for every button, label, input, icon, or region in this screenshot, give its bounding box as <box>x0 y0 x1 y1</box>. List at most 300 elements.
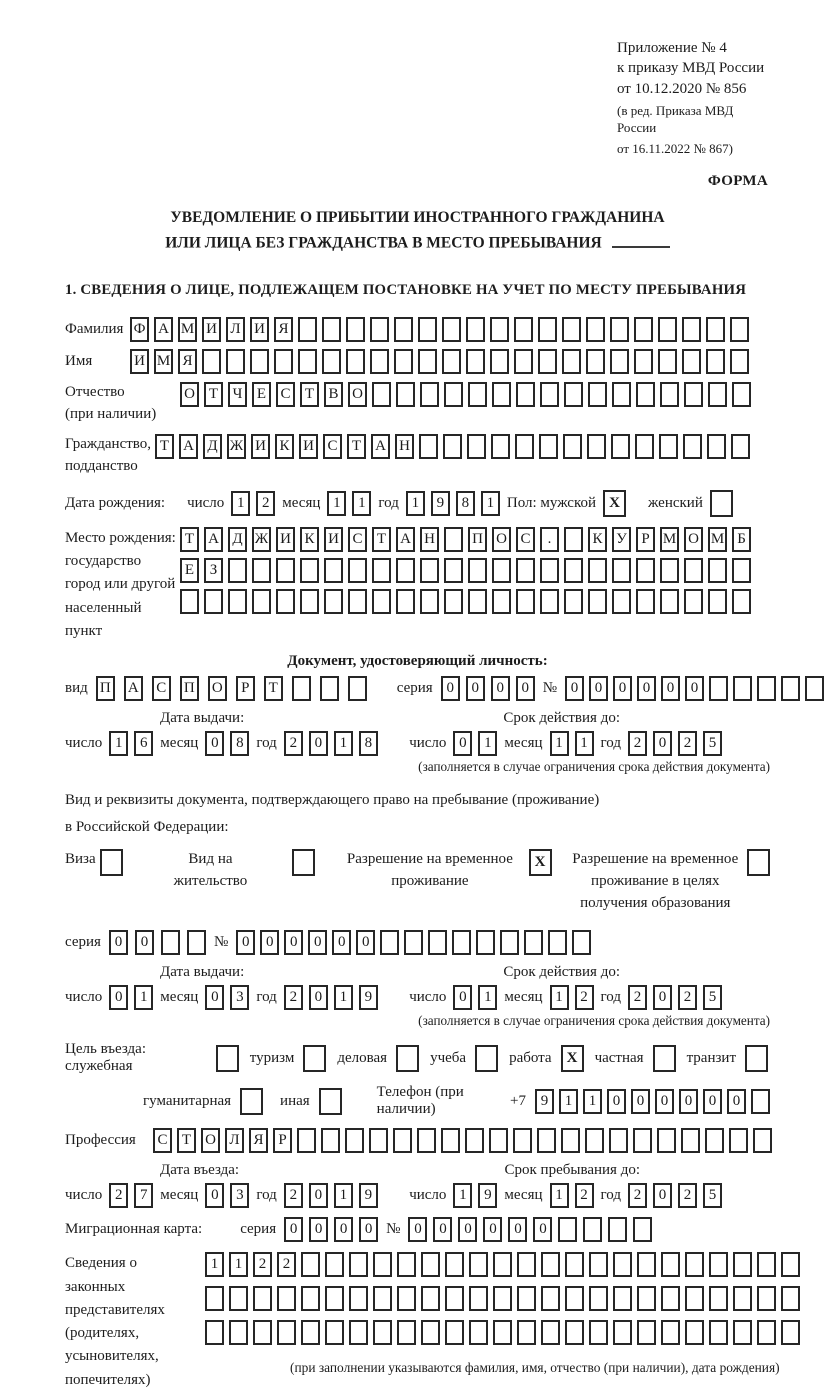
char-cell[interactable] <box>301 1286 320 1311</box>
char-cell[interactable] <box>492 589 511 614</box>
char-cell[interactable]: У <box>612 527 631 552</box>
char-cell[interactable]: 9 <box>359 1183 378 1208</box>
char-cell[interactable]: 3 <box>230 1183 249 1208</box>
char-cell[interactable]: Т <box>180 527 199 552</box>
char-cell[interactable]: 0 <box>408 1217 427 1242</box>
char-cell[interactable] <box>370 317 389 342</box>
char-cell[interactable] <box>635 434 654 459</box>
char-cell[interactable] <box>661 1320 680 1345</box>
char-cell[interactable]: 0 <box>308 930 327 955</box>
char-cell[interactable] <box>589 1286 608 1311</box>
char-cell[interactable] <box>442 317 461 342</box>
char-cell[interactable] <box>609 1128 628 1153</box>
char-cell[interactable] <box>445 1320 464 1345</box>
char-cell[interactable]: 1 <box>334 985 353 1010</box>
char-cell[interactable] <box>565 1286 584 1311</box>
char-cell[interactable] <box>612 382 631 407</box>
char-cell[interactable]: И <box>324 527 343 552</box>
gender-male-checkbox[interactable]: X <box>603 490 626 517</box>
char-cell[interactable]: 1 <box>559 1089 578 1114</box>
char-cell[interactable]: О <box>492 527 511 552</box>
char-cell[interactable] <box>276 558 295 583</box>
char-cell[interactable] <box>345 1128 364 1153</box>
char-cell[interactable]: 2 <box>256 491 275 516</box>
char-cell[interactable] <box>396 382 415 407</box>
purpose-inaya-checkbox[interactable] <box>319 1088 342 1115</box>
char-cell[interactable]: Е <box>180 558 199 583</box>
char-cell[interactable] <box>322 349 341 374</box>
char-cell[interactable] <box>492 382 511 407</box>
char-cell[interactable] <box>320 676 339 701</box>
char-cell[interactable] <box>613 1252 632 1277</box>
char-cell[interactable] <box>524 930 543 955</box>
char-cell[interactable] <box>373 1252 392 1277</box>
char-cell[interactable] <box>418 349 437 374</box>
char-cell[interactable] <box>637 1252 656 1277</box>
char-cell[interactable] <box>537 1128 556 1153</box>
char-cell[interactable]: 3 <box>230 985 249 1010</box>
char-cell[interactable]: 2 <box>284 1183 303 1208</box>
purpose-ucheba-checkbox[interactable] <box>475 1045 498 1072</box>
char-cell[interactable]: 0 <box>260 930 279 955</box>
char-cell[interactable]: И <box>276 527 295 552</box>
char-cell[interactable] <box>493 1252 512 1277</box>
char-cell[interactable] <box>751 1089 770 1114</box>
char-cell[interactable] <box>709 1286 728 1311</box>
char-cell[interactable]: 2 <box>284 731 303 756</box>
char-cell[interactable]: С <box>348 527 367 552</box>
char-cell[interactable]: 7 <box>134 1183 153 1208</box>
char-cell[interactable]: 0 <box>453 731 472 756</box>
char-cell[interactable] <box>513 1128 532 1153</box>
char-cell[interactable]: Т <box>204 382 223 407</box>
char-cell[interactable] <box>321 1128 340 1153</box>
char-cell[interactable]: 0 <box>631 1089 650 1114</box>
char-cell[interactable] <box>561 1128 580 1153</box>
char-cell[interactable] <box>370 349 389 374</box>
char-cell[interactable]: И <box>299 434 318 459</box>
char-cell[interactable] <box>491 434 510 459</box>
char-cell[interactable]: Р <box>636 527 655 552</box>
char-cell[interactable]: Р <box>273 1128 292 1153</box>
char-cell[interactable] <box>517 1252 536 1277</box>
char-cell[interactable]: 0 <box>613 676 632 701</box>
char-cell[interactable]: Т <box>177 1128 196 1153</box>
char-cell[interactable] <box>187 930 206 955</box>
char-cell[interactable] <box>613 1286 632 1311</box>
char-cell[interactable]: 0 <box>359 1217 378 1242</box>
char-cell[interactable] <box>610 349 629 374</box>
char-cell[interactable] <box>466 349 485 374</box>
char-cell[interactable] <box>660 589 679 614</box>
char-cell[interactable] <box>228 589 247 614</box>
gender-female-checkbox[interactable] <box>710 490 733 517</box>
char-cell[interactable] <box>250 349 269 374</box>
char-cell[interactable] <box>396 589 415 614</box>
char-cell[interactable]: 0 <box>589 676 608 701</box>
char-cell[interactable]: О <box>684 527 703 552</box>
char-cell[interactable]: 0 <box>653 985 672 1010</box>
char-cell[interactable] <box>572 930 591 955</box>
char-cell[interactable] <box>757 1286 776 1311</box>
char-cell[interactable] <box>562 317 581 342</box>
char-cell[interactable] <box>372 558 391 583</box>
char-cell[interactable] <box>540 382 559 407</box>
char-cell[interactable] <box>346 349 365 374</box>
char-cell[interactable]: 1 <box>583 1089 602 1114</box>
char-cell[interactable] <box>634 349 653 374</box>
char-cell[interactable] <box>589 1252 608 1277</box>
char-cell[interactable]: 1 <box>481 491 500 516</box>
char-cell[interactable] <box>465 1128 484 1153</box>
temp-residence-edu-checkbox[interactable] <box>747 849 770 876</box>
char-cell[interactable] <box>445 1286 464 1311</box>
char-cell[interactable] <box>420 382 439 407</box>
char-cell[interactable] <box>492 558 511 583</box>
char-cell[interactable]: Я <box>249 1128 268 1153</box>
char-cell[interactable]: Я <box>274 317 293 342</box>
char-cell[interactable]: А <box>396 527 415 552</box>
char-cell[interactable] <box>612 589 631 614</box>
char-cell[interactable] <box>583 1217 602 1242</box>
residence-permit-checkbox[interactable] <box>292 849 315 876</box>
char-cell[interactable] <box>709 676 728 701</box>
char-cell[interactable] <box>781 1320 800 1345</box>
char-cell[interactable] <box>539 434 558 459</box>
char-cell[interactable] <box>730 349 749 374</box>
char-cell[interactable] <box>516 589 535 614</box>
char-cell[interactable]: 0 <box>441 676 460 701</box>
char-cell[interactable] <box>540 558 559 583</box>
char-cell[interactable]: 2 <box>253 1252 272 1277</box>
char-cell[interactable] <box>380 930 399 955</box>
char-cell[interactable]: 0 <box>466 676 485 701</box>
char-cell[interactable] <box>444 589 463 614</box>
char-cell[interactable]: 1 <box>109 731 128 756</box>
char-cell[interactable]: П <box>468 527 487 552</box>
char-cell[interactable]: 9 <box>359 985 378 1010</box>
char-cell[interactable]: 0 <box>332 930 351 955</box>
char-cell[interactable]: 0 <box>205 731 224 756</box>
char-cell[interactable]: Я <box>178 349 197 374</box>
char-cell[interactable] <box>565 1252 584 1277</box>
purpose-delovaya-checkbox[interactable] <box>396 1045 419 1072</box>
char-cell[interactable]: 0 <box>205 1183 224 1208</box>
char-cell[interactable] <box>444 527 463 552</box>
char-cell[interactable] <box>417 1128 436 1153</box>
char-cell[interactable] <box>682 349 701 374</box>
char-cell[interactable] <box>753 1128 772 1153</box>
char-cell[interactable] <box>469 1320 488 1345</box>
char-cell[interactable] <box>325 1320 344 1345</box>
char-cell[interactable] <box>298 349 317 374</box>
char-cell[interactable]: Т <box>347 434 366 459</box>
char-cell[interactable] <box>681 1128 700 1153</box>
char-cell[interactable] <box>493 1320 512 1345</box>
char-cell[interactable] <box>685 1286 704 1311</box>
char-cell[interactable]: М <box>154 349 173 374</box>
char-cell[interactable] <box>348 558 367 583</box>
char-cell[interactable]: В <box>324 382 343 407</box>
char-cell[interactable]: 0 <box>703 1089 722 1114</box>
char-cell[interactable] <box>610 317 629 342</box>
char-cell[interactable] <box>516 382 535 407</box>
char-cell[interactable] <box>300 558 319 583</box>
char-cell[interactable] <box>346 317 365 342</box>
char-cell[interactable]: Ч <box>228 382 247 407</box>
char-cell[interactable] <box>708 558 727 583</box>
char-cell[interactable] <box>421 1320 440 1345</box>
char-cell[interactable] <box>349 1252 368 1277</box>
char-cell[interactable] <box>729 1128 748 1153</box>
char-cell[interactable] <box>660 558 679 583</box>
char-cell[interactable]: 5 <box>703 1183 722 1208</box>
char-cell[interactable]: 2 <box>109 1183 128 1208</box>
char-cell[interactable] <box>636 589 655 614</box>
char-cell[interactable] <box>476 930 495 955</box>
char-cell[interactable]: 6 <box>134 731 153 756</box>
char-cell[interactable]: К <box>588 527 607 552</box>
char-cell[interactable] <box>369 1128 388 1153</box>
char-cell[interactable] <box>634 317 653 342</box>
char-cell[interactable]: С <box>516 527 535 552</box>
char-cell[interactable]: Т <box>300 382 319 407</box>
char-cell[interactable] <box>541 1286 560 1311</box>
char-cell[interactable]: О <box>180 382 199 407</box>
char-cell[interactable]: 0 <box>508 1217 527 1242</box>
char-cell[interactable]: Т <box>372 527 391 552</box>
char-cell[interactable] <box>469 1252 488 1277</box>
char-cell[interactable] <box>466 317 485 342</box>
char-cell[interactable] <box>396 558 415 583</box>
char-cell[interactable]: 1 <box>231 491 250 516</box>
char-cell[interactable] <box>538 317 557 342</box>
char-cell[interactable] <box>733 1320 752 1345</box>
char-cell[interactable] <box>300 589 319 614</box>
char-cell[interactable]: 0 <box>661 676 680 701</box>
char-cell[interactable]: 0 <box>458 1217 477 1242</box>
char-cell[interactable]: 2 <box>628 1183 647 1208</box>
char-cell[interactable]: О <box>348 382 367 407</box>
char-cell[interactable] <box>180 589 199 614</box>
char-cell[interactable] <box>708 382 727 407</box>
char-cell[interactable] <box>706 349 725 374</box>
char-cell[interactable]: 0 <box>679 1089 698 1114</box>
char-cell[interactable] <box>428 930 447 955</box>
char-cell[interactable]: А <box>179 434 198 459</box>
purpose-turizm-checkbox[interactable] <box>303 1045 326 1072</box>
char-cell[interactable]: 9 <box>478 1183 497 1208</box>
char-cell[interactable] <box>229 1286 248 1311</box>
char-cell[interactable] <box>252 589 271 614</box>
char-cell[interactable] <box>684 382 703 407</box>
char-cell[interactable]: А <box>371 434 390 459</box>
char-cell[interactable]: А <box>204 527 223 552</box>
char-cell[interactable] <box>709 1320 728 1345</box>
char-cell[interactable] <box>564 589 583 614</box>
char-cell[interactable]: Т <box>264 676 283 701</box>
char-cell[interactable] <box>324 589 343 614</box>
char-cell[interactable] <box>633 1217 652 1242</box>
char-cell[interactable] <box>658 349 677 374</box>
char-cell[interactable]: 2 <box>678 731 697 756</box>
char-cell[interactable]: 0 <box>653 731 672 756</box>
char-cell[interactable]: М <box>178 317 197 342</box>
char-cell[interactable] <box>372 382 391 407</box>
char-cell[interactable] <box>586 349 605 374</box>
char-cell[interactable] <box>637 1320 656 1345</box>
char-cell[interactable]: И <box>202 317 221 342</box>
char-cell[interactable] <box>565 1320 584 1345</box>
char-cell[interactable] <box>202 349 221 374</box>
char-cell[interactable]: 0 <box>491 676 510 701</box>
char-cell[interactable]: 0 <box>309 1217 328 1242</box>
char-cell[interactable] <box>613 1320 632 1345</box>
char-cell[interactable]: 5 <box>703 985 722 1010</box>
char-cell[interactable] <box>781 676 800 701</box>
char-cell[interactable]: 0 <box>607 1089 626 1114</box>
char-cell[interactable]: 1 <box>550 731 569 756</box>
char-cell[interactable] <box>161 930 180 955</box>
char-cell[interactable] <box>515 434 534 459</box>
char-cell[interactable]: Д <box>203 434 222 459</box>
char-cell[interactable] <box>684 558 703 583</box>
char-cell[interactable] <box>421 1252 440 1277</box>
char-cell[interactable] <box>732 589 751 614</box>
char-cell[interactable]: М <box>708 527 727 552</box>
char-cell[interactable] <box>229 1320 248 1345</box>
char-cell[interactable] <box>490 317 509 342</box>
char-cell[interactable]: М <box>660 527 679 552</box>
char-cell[interactable]: И <box>250 317 269 342</box>
char-cell[interactable]: 0 <box>533 1217 552 1242</box>
char-cell[interactable] <box>489 1128 508 1153</box>
char-cell[interactable]: 8 <box>359 731 378 756</box>
char-cell[interactable] <box>706 317 725 342</box>
char-cell[interactable]: И <box>251 434 270 459</box>
char-cell[interactable] <box>585 1128 604 1153</box>
char-cell[interactable] <box>661 1286 680 1311</box>
char-cell[interactable] <box>757 1320 776 1345</box>
char-cell[interactable] <box>419 434 438 459</box>
char-cell[interactable]: 0 <box>433 1217 452 1242</box>
char-cell[interactable]: 1 <box>575 731 594 756</box>
char-cell[interactable] <box>586 317 605 342</box>
char-cell[interactable] <box>205 1286 224 1311</box>
char-cell[interactable] <box>349 1320 368 1345</box>
char-cell[interactable]: 0 <box>483 1217 502 1242</box>
char-cell[interactable]: О <box>208 676 227 701</box>
char-cell[interactable] <box>608 1217 627 1242</box>
purpose-sluzhebnaya-checkbox[interactable] <box>216 1045 239 1072</box>
char-cell[interactable] <box>373 1320 392 1345</box>
char-cell[interactable] <box>637 1286 656 1311</box>
char-cell[interactable] <box>397 1286 416 1311</box>
char-cell[interactable] <box>685 1252 704 1277</box>
char-cell[interactable] <box>348 589 367 614</box>
char-cell[interactable]: 0 <box>309 985 328 1010</box>
char-cell[interactable] <box>538 349 557 374</box>
char-cell[interactable] <box>394 349 413 374</box>
char-cell[interactable] <box>469 1286 488 1311</box>
char-cell[interactable]: 1 <box>334 1183 353 1208</box>
char-cell[interactable]: Л <box>226 317 245 342</box>
char-cell[interactable] <box>588 558 607 583</box>
char-cell[interactable] <box>683 434 702 459</box>
char-cell[interactable] <box>685 1320 704 1345</box>
char-cell[interactable]: 0 <box>565 676 584 701</box>
char-cell[interactable] <box>274 349 293 374</box>
char-cell[interactable]: 9 <box>431 491 450 516</box>
char-cell[interactable] <box>205 1320 224 1345</box>
char-cell[interactable]: Т <box>155 434 174 459</box>
purpose-rabota-checkbox[interactable]: X <box>561 1045 584 1072</box>
char-cell[interactable] <box>659 434 678 459</box>
char-cell[interactable] <box>277 1320 296 1345</box>
char-cell[interactable]: 1 <box>334 731 353 756</box>
char-cell[interactable] <box>468 382 487 407</box>
char-cell[interactable] <box>397 1252 416 1277</box>
char-cell[interactable] <box>226 349 245 374</box>
char-cell[interactable]: 0 <box>685 676 704 701</box>
char-cell[interactable] <box>276 589 295 614</box>
char-cell[interactable] <box>564 558 583 583</box>
char-cell[interactable]: 0 <box>135 930 154 955</box>
char-cell[interactable]: К <box>300 527 319 552</box>
char-cell[interactable] <box>708 589 727 614</box>
char-cell[interactable]: 1 <box>229 1252 248 1277</box>
char-cell[interactable]: 0 <box>516 676 535 701</box>
char-cell[interactable]: 8 <box>456 491 475 516</box>
char-cell[interactable]: 0 <box>236 930 255 955</box>
char-cell[interactable]: 9 <box>535 1089 554 1114</box>
char-cell[interactable]: Ф <box>130 317 149 342</box>
char-cell[interactable]: 2 <box>277 1252 296 1277</box>
char-cell[interactable]: 1 <box>327 491 346 516</box>
char-cell[interactable] <box>709 1252 728 1277</box>
purpose-tranzit-checkbox[interactable] <box>745 1045 768 1072</box>
char-cell[interactable] <box>468 558 487 583</box>
char-cell[interactable] <box>733 1286 752 1311</box>
char-cell[interactable]: 0 <box>109 985 128 1010</box>
char-cell[interactable] <box>564 527 583 552</box>
char-cell[interactable]: 2 <box>678 1183 697 1208</box>
char-cell[interactable]: 1 <box>453 1183 472 1208</box>
char-cell[interactable] <box>397 1320 416 1345</box>
char-cell[interactable] <box>705 1128 724 1153</box>
char-cell[interactable] <box>322 317 341 342</box>
char-cell[interactable] <box>421 1286 440 1311</box>
char-cell[interactable] <box>541 1252 560 1277</box>
char-cell[interactable] <box>636 558 655 583</box>
char-cell[interactable] <box>373 1286 392 1311</box>
char-cell[interactable] <box>418 317 437 342</box>
char-cell[interactable] <box>292 676 311 701</box>
char-cell[interactable]: 0 <box>205 985 224 1010</box>
char-cell[interactable] <box>490 349 509 374</box>
char-cell[interactable]: С <box>153 1128 172 1153</box>
char-cell[interactable]: С <box>323 434 342 459</box>
char-cell[interactable] <box>540 589 559 614</box>
char-cell[interactable] <box>301 1320 320 1345</box>
char-cell[interactable] <box>558 1217 577 1242</box>
char-cell[interactable] <box>325 1252 344 1277</box>
char-cell[interactable]: 0 <box>653 1183 672 1208</box>
char-cell[interactable]: А <box>154 317 173 342</box>
char-cell[interactable]: 1 <box>478 731 497 756</box>
char-cell[interactable] <box>633 1128 652 1153</box>
char-cell[interactable]: 8 <box>230 731 249 756</box>
